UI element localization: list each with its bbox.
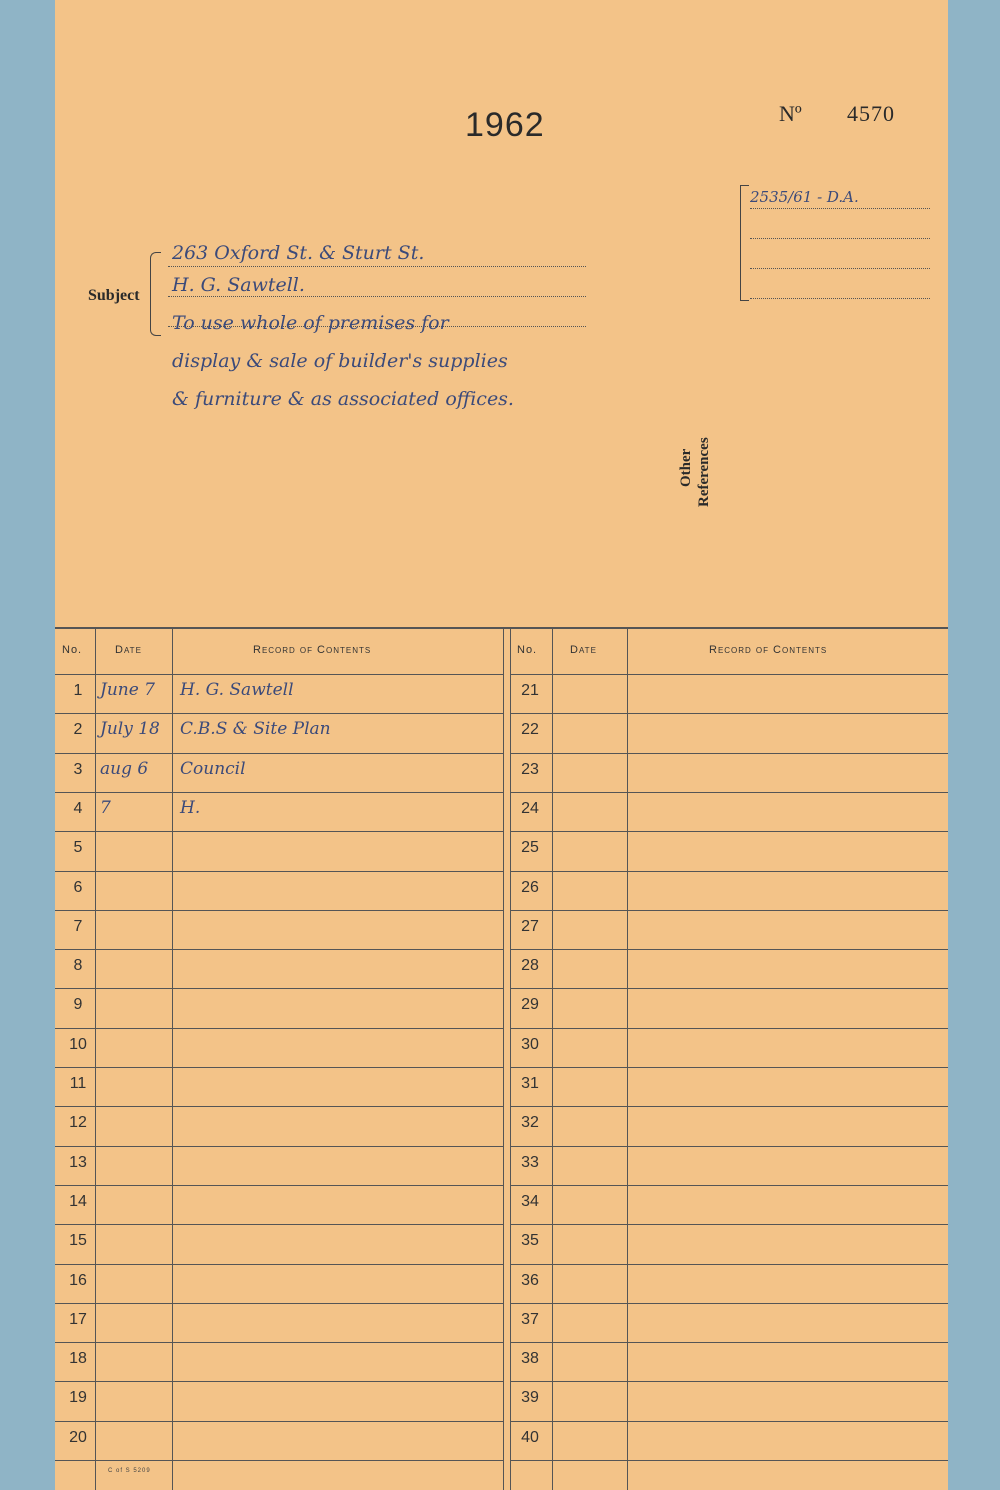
subject-line: H. G. Sawtell. [172, 274, 305, 296]
row-number: 34 [521, 1193, 539, 1210]
header-date-right: Date [570, 644, 597, 656]
table-top-rule [55, 627, 948, 629]
row-number: 8 [73, 957, 83, 974]
row-number: 19 [69, 1389, 87, 1406]
row-record: H. [180, 798, 201, 818]
header-date-left: Date [115, 644, 142, 656]
row-number: 15 [69, 1232, 87, 1249]
row-rule [55, 949, 504, 950]
row-rule [510, 713, 948, 714]
row-number: 27 [521, 918, 539, 935]
row-rule [510, 1460, 948, 1461]
subject-line-rule [168, 266, 586, 267]
row-rule [510, 1146, 948, 1147]
row-number: 11 [69, 1075, 87, 1092]
row-number: 4 [73, 800, 83, 817]
row-rule [510, 831, 948, 832]
column-divider [172, 628, 173, 1490]
row-number: 20 [69, 1429, 87, 1446]
right-binding-tape [946, 0, 1000, 1490]
row-rule [510, 1106, 948, 1107]
row-rule [55, 871, 504, 872]
row-number: 33 [521, 1154, 539, 1171]
row-rule [510, 674, 948, 675]
row-rule [55, 1224, 504, 1225]
row-rule [510, 792, 948, 793]
row-rule [55, 1460, 504, 1461]
row-rule [510, 1185, 948, 1186]
row-rule [55, 1303, 504, 1304]
other-reference-rule [750, 238, 930, 239]
row-rule [510, 1342, 948, 1343]
row-number: 2 [73, 721, 83, 738]
subject-line: & furniture & as associated offices. [172, 388, 514, 410]
file-number-label: Nº [779, 101, 802, 126]
row-number: 6 [73, 879, 83, 896]
other-reference-rule [750, 268, 930, 269]
header-no-left: No. [62, 644, 83, 656]
subject-line-rule [168, 296, 586, 297]
row-rule [55, 1264, 504, 1265]
row-number: 36 [521, 1272, 539, 1289]
row-rule [55, 910, 504, 911]
column-divider [627, 628, 628, 1490]
row-number: 7 [73, 918, 83, 935]
row-number: 10 [69, 1036, 87, 1053]
row-rule [510, 1224, 948, 1225]
header-no-right: No. [517, 644, 538, 656]
subject-label: Subject [88, 287, 140, 304]
row-number: 18 [69, 1350, 87, 1367]
column-divider [510, 628, 511, 1490]
row-number: 17 [69, 1311, 87, 1328]
row-rule [55, 1146, 504, 1147]
row-number: 14 [69, 1193, 87, 1210]
row-number: 38 [521, 1350, 539, 1367]
row-date: aug 6 [100, 759, 149, 779]
row-rule [55, 753, 504, 754]
row-rule [55, 1185, 504, 1186]
header-record-right: Record of Contents [709, 644, 828, 656]
other-reference-value: 2535/61 - D.A. [750, 188, 859, 206]
subject-line: display & sale of builder's supplies [172, 350, 508, 372]
other-references-label [678, 215, 748, 507]
form-code: C of S 5209 [108, 1468, 151, 1474]
subject-line: To use whole of premises for [172, 312, 449, 334]
row-record: Council [180, 759, 246, 779]
row-rule [55, 988, 504, 989]
header-record-left: Record of Contents [253, 644, 372, 656]
row-rule [510, 1067, 948, 1068]
row-number: 1 [73, 682, 83, 699]
row-rule [55, 1106, 504, 1107]
row-number: 29 [521, 996, 539, 1013]
row-rule [55, 1381, 504, 1382]
column-divider [552, 628, 553, 1490]
row-rule [55, 792, 504, 793]
other-reference-rule [750, 208, 930, 209]
row-number: 28 [521, 957, 539, 974]
row-date: July 18 [100, 719, 160, 739]
row-rule [55, 1342, 504, 1343]
other-references-label-line2: References [696, 437, 712, 507]
row-number: 16 [69, 1272, 87, 1289]
row-number: 35 [521, 1232, 539, 1249]
row-rule [510, 753, 948, 754]
other-references-brace [740, 185, 749, 301]
row-number: 39 [521, 1389, 539, 1406]
row-number: 37 [521, 1311, 539, 1328]
row-rule [55, 1421, 504, 1422]
row-record: C.B.S & Site Plan [180, 719, 331, 739]
other-references-label-line1: Other [678, 448, 694, 487]
row-rule [510, 1264, 948, 1265]
row-number: 12 [69, 1114, 87, 1131]
row-number: 9 [73, 996, 83, 1013]
row-rule [510, 1028, 948, 1029]
file-number-value: 4570 [847, 101, 895, 126]
row-number: 30 [521, 1036, 539, 1053]
row-rule [55, 1028, 504, 1029]
row-rule [510, 988, 948, 989]
row-number: 13 [69, 1154, 87, 1171]
row-rule [510, 910, 948, 911]
row-number: 21 [521, 682, 539, 699]
row-rule [510, 1381, 948, 1382]
row-rule [510, 871, 948, 872]
row-rule [510, 1421, 948, 1422]
other-reference-rule [750, 298, 930, 299]
row-number: 26 [521, 879, 539, 896]
row-number: 23 [521, 761, 539, 778]
column-divider [503, 628, 504, 1490]
row-date: June 7 [100, 680, 155, 700]
row-number: 3 [73, 761, 83, 778]
row-rule [55, 674, 504, 675]
subject-brace [150, 252, 161, 336]
row-rule [510, 1303, 948, 1304]
left-binding-tape [0, 0, 58, 1490]
row-date: 7 [100, 798, 111, 818]
row-record: H. G. Sawtell [180, 680, 294, 700]
row-number: 24 [521, 800, 539, 817]
subject-line: 263 Oxford St. & Sturt St. [172, 242, 425, 264]
row-number: 22 [521, 721, 539, 738]
row-rule [55, 713, 504, 714]
file-cover-sheet [55, 0, 948, 1490]
row-rule [55, 1067, 504, 1068]
row-number: 25 [521, 839, 539, 856]
row-rule [55, 831, 504, 832]
row-number: 32 [521, 1114, 539, 1131]
row-number: 31 [521, 1075, 539, 1092]
row-number: 5 [73, 839, 83, 856]
year-heading: 1962 [465, 106, 545, 144]
row-rule [510, 949, 948, 950]
row-number: 40 [521, 1429, 539, 1446]
